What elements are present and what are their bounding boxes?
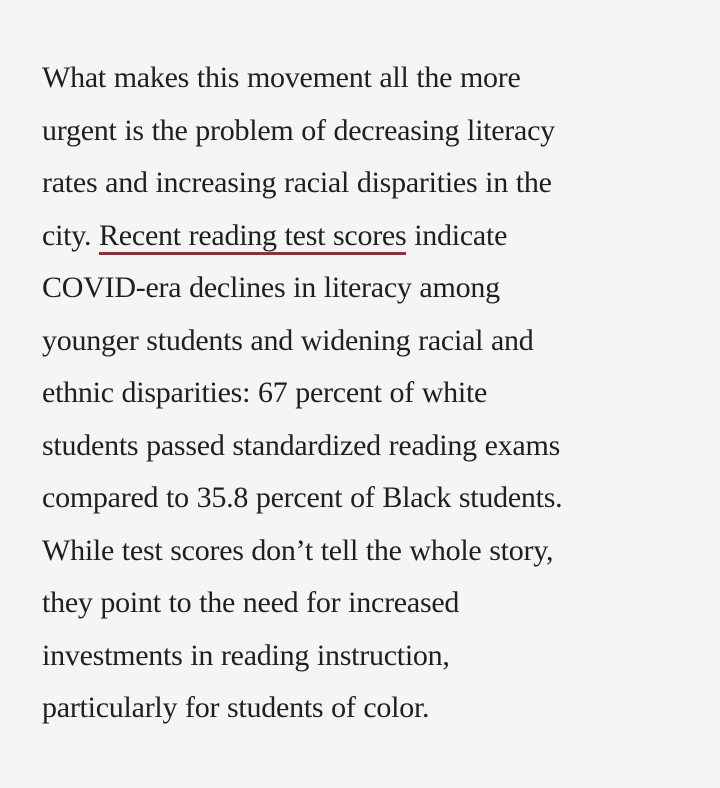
article-paragraph [42,52,690,735]
paragraph-line-5: COVID-era declines in literacy among [42,271,500,304]
test-scores-link[interactable]: Recent reading test scores [99,219,406,255]
paragraph-line-12: investments in reading instruction, [42,638,450,672]
paragraph-line-3: rates and increasing racial disparities in the [42,166,552,199]
paragraph-line-1: What makes this movement all the more [42,61,521,94]
paragraph-line-7: ethnic disparities: 67 percent of white [42,376,488,409]
paragraph-line-4 [42,210,690,263]
paragraph-line-8: students passed standardized reading exams [42,428,561,462]
paragraph-line-2: urgent is the problem of decreasing literacy [42,113,555,147]
paragraph-line-11: they point to the need for increased [42,586,460,619]
line-4-prefix: city. [42,218,100,252]
paragraph-line-10: While test scores don’t tell the whole story, [42,533,554,567]
line-4-suffix: indicate [406,218,508,252]
paragraph-line-13: particularly for students of color. [42,691,430,724]
paragraph-line-6: younger students and widening racial and [42,323,534,357]
paragraph-line-9: compared to 35.8 percent of Black students. [42,481,563,514]
